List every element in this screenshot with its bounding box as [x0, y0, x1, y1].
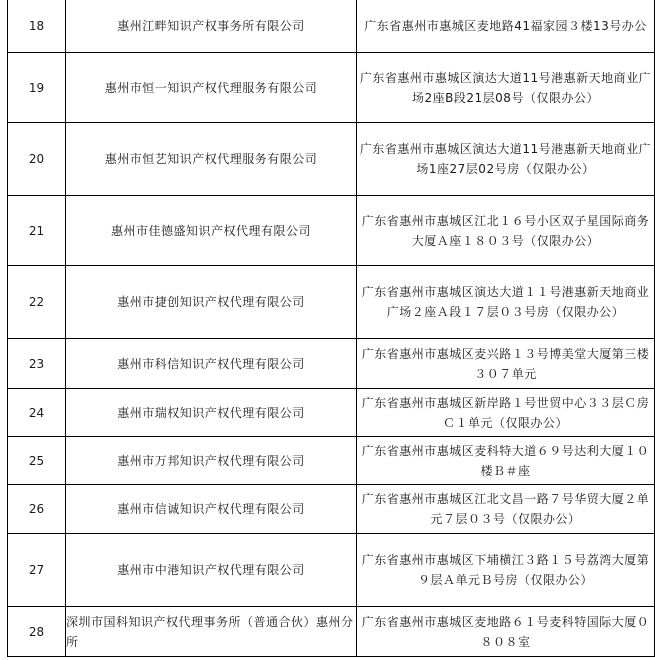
table-row: [8, 534, 655, 607]
row-number: 20: [8, 123, 66, 196]
table-row: [8, 607, 655, 657]
agency-name: 惠州市万邦知识产权代理有限公司: [66, 437, 357, 485]
agency-name: 惠州市中港知识产权代理有限公司: [66, 534, 357, 607]
agency-address: 广东省惠州市惠城区麦兴路１３号博美堂大厦第三楼３０７单元: [357, 339, 655, 389]
agency-address: 广东省惠州市惠城区江北１６号小区双子星国际商务大厦Ａ座１８０３号（仅限办公）: [357, 196, 655, 266]
row-number: 23: [8, 339, 66, 389]
agency-table-body: [8, 0, 655, 657]
row-number: 27: [8, 534, 66, 607]
row-number: 18: [8, 0, 66, 53]
table-row: [8, 0, 655, 53]
agency-name: 惠州江畔知识产权事务所有限公司: [66, 0, 357, 53]
table-row: [8, 339, 655, 389]
agency-name: 惠州市瑞权知识产权代理有限公司: [66, 389, 357, 437]
table-row: [8, 196, 655, 266]
row-number: 21: [8, 196, 66, 266]
agency-address: 广东省惠州市惠城区演达大道11号港惠新天地商业广场1座27层02号房（仅限办公）: [357, 123, 655, 196]
agency-name: 惠州市佳德盛知识产权代理有限公司: [66, 196, 357, 266]
row-number: 24: [8, 389, 66, 437]
agency-address: 广东省惠州市惠城区江北文昌一路７号华贸大厦２单元７层０３号（仅限办公）: [357, 485, 655, 534]
agency-name: 深圳市国科知识产权代理事务所（普通合伙）惠州分所: [66, 607, 357, 657]
agency-table: [7, 0, 655, 657]
agency-name: 惠州市恒艺知识产权代理服务有限公司: [66, 123, 357, 196]
agency-address: 广东省惠州市惠城区麦科特大道６９号达利大厦１０楼Ｂ＃座: [357, 437, 655, 485]
agency-address: 广东省惠州市惠城区麦地路41福家园３楼13号办公: [357, 0, 655, 53]
table-row: [8, 485, 655, 534]
agency-name: 惠州市科信知识产权代理有限公司: [66, 339, 357, 389]
agency-address: 广东省惠州市惠城区演达大道１１号港惠新天地商业广场２座Ａ段１７层０３号房（仅限办公）: [357, 266, 655, 339]
row-number: 22: [8, 266, 66, 339]
agency-address: 广东省惠州市惠城区麦地路６１号麦科特国际大厦０８０８室: [357, 607, 655, 657]
agency-address: 广东省惠州市惠城区下埔横江３路１５号荔湾大厦第９层Ａ单元Ｂ号房（仅限办公）: [357, 534, 655, 607]
agency-name: 惠州市恒一知识产权代理服务有限公司: [66, 53, 357, 123]
row-number: 25: [8, 437, 66, 485]
table-row: [8, 266, 655, 339]
row-number: 26: [8, 485, 66, 534]
table-row: [8, 123, 655, 196]
row-number: 19: [8, 53, 66, 123]
agency-address: 广东省惠州市惠城区演达大道11号港惠新天地商业广场2座B段21层08号（仅限办公）: [357, 53, 655, 123]
agency-name: 惠州市信诚知识产权代理有限公司: [66, 485, 357, 534]
agency-address: 广东省惠州市惠城区新岸路１号世贸中心３３层Ｃ房Ｃ１单元（仅限办公）: [357, 389, 655, 437]
table-row: [8, 389, 655, 437]
agency-name: 惠州市捷创知识产权代理有限公司: [66, 266, 357, 339]
table-row: [8, 53, 655, 123]
table-row: [8, 437, 655, 485]
row-number: 28: [8, 607, 66, 657]
